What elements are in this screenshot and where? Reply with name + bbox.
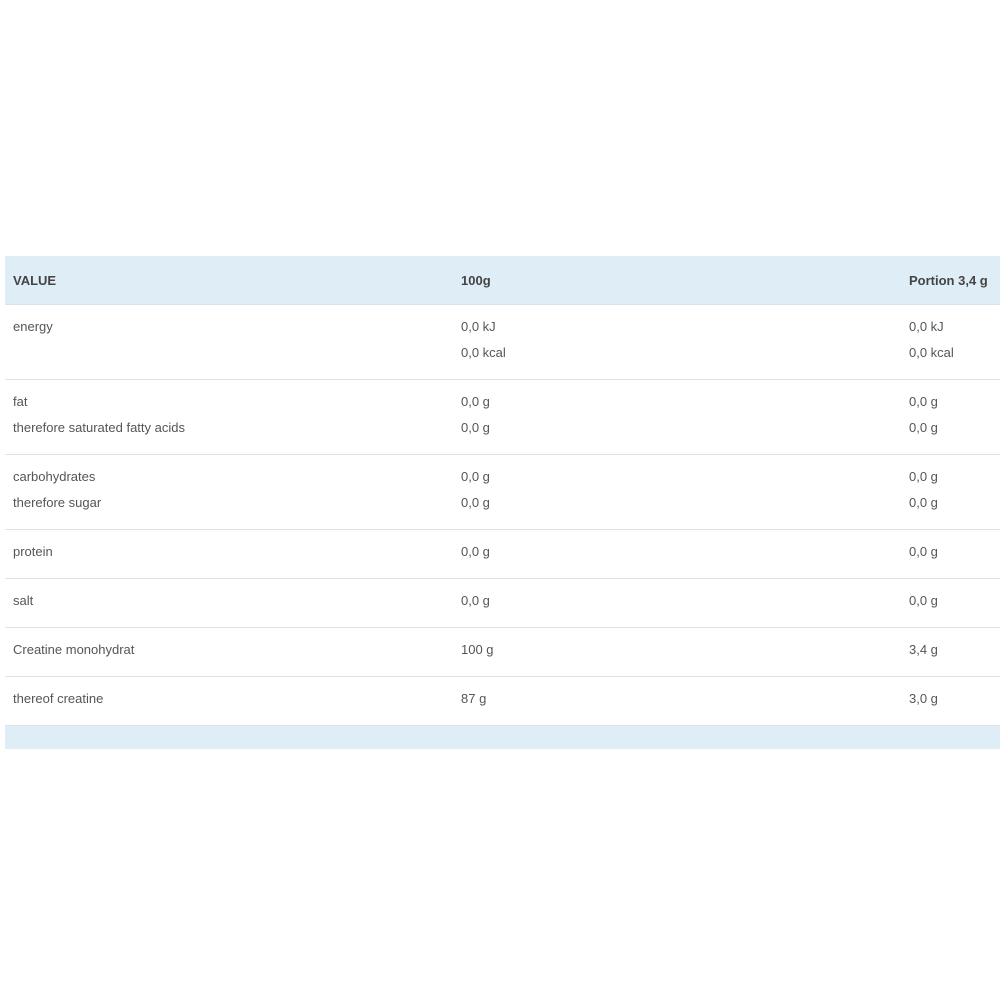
table-footer-bar: [5, 726, 1000, 749]
table-row: [5, 493, 1000, 519]
table-row-group: [5, 530, 1000, 579]
table-row: [5, 640, 1000, 666]
value-per-100g: 0,0 g: [461, 495, 490, 510]
nutrient-label: salt: [13, 593, 34, 608]
header-per-portion: Portion 3,4 g: [909, 272, 988, 288]
value-per-portion: 0,0 kcal: [909, 345, 954, 360]
value-per-100g: 87 g: [461, 691, 487, 706]
value-per-portion: 0,0 g: [909, 420, 938, 435]
table-row: [5, 418, 1000, 444]
table-row: [5, 392, 1000, 418]
table-row-group: [5, 677, 1000, 726]
value-per-portion: 3,0 g: [909, 691, 938, 706]
table-row-group: [5, 628, 1000, 677]
table-row-group: [5, 380, 1000, 455]
value-per-portion: 0,0 g: [909, 544, 938, 559]
nutrient-label: protein: [13, 544, 53, 559]
nutrient-label: therefore sugar: [13, 495, 102, 510]
value-per-100g: 0,0 g: [461, 544, 490, 559]
table-body: [5, 305, 1000, 726]
header-value: VALUE: [13, 272, 57, 288]
value-per-100g: 0,0 g: [461, 394, 490, 409]
table-row: [5, 317, 1000, 343]
value-per-100g: 0,0 g: [461, 593, 490, 608]
value-per-100g: 0,0 g: [461, 420, 490, 435]
value-per-portion: 0,0 g: [909, 394, 938, 409]
value-per-100g: 0,0 kcal: [461, 345, 506, 360]
value-per-portion: 0,0 kJ: [909, 319, 944, 334]
value-per-100g: 0,0 kJ: [461, 319, 496, 334]
value-per-portion: 0,0 g: [909, 495, 938, 510]
table-row-group: [5, 579, 1000, 628]
value-per-100g: 100 g: [461, 642, 494, 657]
nutrient-label: energy: [13, 319, 53, 334]
table-row: [5, 343, 1000, 369]
table-row: [5, 542, 1000, 568]
nutrient-label: carbohydrates: [13, 469, 96, 484]
table-row: [5, 467, 1000, 493]
table-header: [5, 256, 1000, 305]
table-row-group: [5, 455, 1000, 530]
nutrition-table: [5, 256, 1000, 749]
table-row: [5, 689, 1000, 715]
value-per-portion: 0,0 g: [909, 469, 938, 484]
value-per-100g: 0,0 g: [461, 469, 490, 484]
nutrient-label: fat: [13, 394, 28, 409]
nutrient-label: Creatine monohydrat: [13, 642, 135, 657]
table-row: [5, 591, 1000, 617]
value-per-portion: 3,4 g: [909, 642, 938, 657]
nutrient-label: thereof creatine: [13, 691, 104, 706]
header-per-100g: 100g: [461, 272, 491, 288]
value-per-portion: 0,0 g: [909, 593, 938, 608]
table-row-group: [5, 305, 1000, 380]
nutrient-label: therefore saturated fatty acids: [13, 420, 185, 435]
